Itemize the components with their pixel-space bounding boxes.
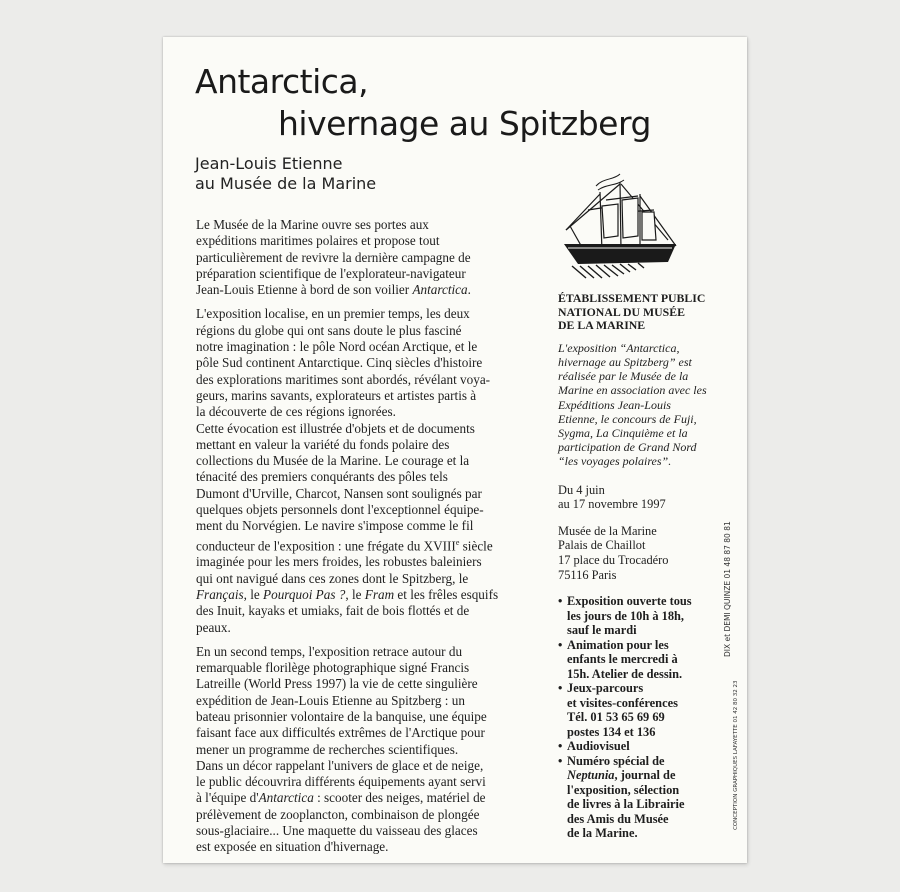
paragraph-regions: L'exposition localise, en un premier temps, les deux régions du globe qui ont sans doute le plus fasciné notre imagination : le pôle Nord océan Arctique, et le pôle Sud continent Antarctique. Cinq siècles d'histoire des explorations maritimes sont abordés, révélant voya- geurs, marins savants, explorateurs et artistes partis à la découverte de ces régions ignorées.: [196, 306, 491, 420]
bullet-icon: •: [558, 594, 563, 609]
paragraph-intro: Le Musée de la Marine ouvre ses portes aux expéditions maritimes polaires et propose tout particulièrement de revivre la dernière campagne de préparation scientifique de l'explorateur-navigateur Jean-Louis Etienne à bord de son voilier Antarctica.: [196, 217, 471, 298]
subtitle-line-2: au Musée de la Marine: [195, 174, 377, 193]
subtitle-line-1: Jean-Louis Etienne: [195, 154, 343, 173]
info-item-neptunia: • Numéro spécial de Neptunia, journal de l'exposition, sélection de livres à la Librairie des Amis du Musée de la Marine.: [558, 753, 685, 841]
paragraph-collections: Cette évocation est illustrée d'objets et de documents mettant en valeur la variété du fonds polaire des collections du Musée de la Marine. Le courage et la ténacité des premiers conquérants des pôles tels Dumont d'Urville, Charcot, Nansen sont soulignés par quelques objets personnels dont l'exceptionnel équipe- ment du Norvégien. Le navire s'impose comme le fil conducteur de l'exposition : une frégate du XVIIIe siècle imaginée pour les mers froides, les robustes baleiniers qui ont navigué dans ces zones dont le Spitzberg, le Français, le Pourquoi Pas ?, le Fram et les frêles esquifs des Inuit, kayaks et umiaks, fait de bois flottés et de peaux.: [196, 420, 499, 635]
bullet-icon: •: [558, 681, 563, 696]
info-item-tours: • Jeux-parcours et visites-conférences Tél. 01 53 65 69 69 postes 134 et 136: [558, 681, 678, 739]
paragraph-equipment: Dans un décor rappelant l'univers de glace et de neige, le public découvrira différents équipements ayant servi à l'équipe d'Antarctica : scooter des neiges, matériel de prélèvement de zooplancton, combinaison de plongée sous-glaciaire... Une maquette du vaisseau des glaces est exposée en situation d'hivernage.: [196, 757, 486, 855]
title-line-2: hivernage au Spitzberg: [278, 104, 651, 143]
sailing-ship-illustration: [558, 170, 683, 282]
bullet-icon: •: [558, 637, 563, 652]
design-credit: DIX et DEMI QUINZE 01 48 87 80 81: [723, 521, 732, 657]
info-item-audiovisual: • Audiovisuel: [558, 739, 630, 754]
info-item-hours: • Exposition ouverte tous les jours de 10h à 18h, sauf le mardi: [558, 594, 692, 638]
exhibition-credits: L'exposition “Antarctica, hivernage au Spitzberg” est réalisée par le Musée de la Marine en association avec les Expéditions Jean-Louis Etienne, le concours de Fuji, Sygma, La Cinquième et la participation de Grand Nord “les voyages polaires”.: [558, 340, 707, 469]
info-item-children: • Animation pour les enfants le mercredi à 15h. Atelier de dessin.: [558, 637, 683, 681]
print-credit: CONCEPTION GRAPHIQUES LAFAYETTE 01 42 80 32 23: [733, 680, 739, 830]
sidebar-column: [558, 292, 723, 841]
subtitle: [195, 154, 376, 194]
exhibition-card: [163, 37, 747, 863]
info-list: [558, 594, 723, 841]
paragraph-photography: En un second temps, l'exposition retrace autour du remarquable florilège photographique signé Francis Latreille (World Press 1997) la vie de cette singulière expédition de Jean-Louis Etienne au Spitzberg : un bateau prisonnier volontaire de la banquise, une équipe faisant face aux difficultés extrêmes de l'Arctique pour mener un programme de recherches scientifiques.: [196, 643, 487, 757]
bullet-icon: •: [558, 753, 563, 768]
title-line-1: Antarctica,: [195, 62, 369, 101]
museum-address: Musée de la Marine Palais de Chaillot 17 place du Trocadéro 75116 Paris: [558, 523, 669, 582]
institution-name: ÉTABLISSEMENT PUBLIC NATIONAL DU MUSÉE DE LA MARINE: [558, 291, 706, 333]
bullet-icon: •: [558, 739, 563, 754]
main-text-column: [196, 217, 554, 864]
exhibition-dates: Du 4 juin au 17 novembre 1997: [558, 482, 666, 512]
